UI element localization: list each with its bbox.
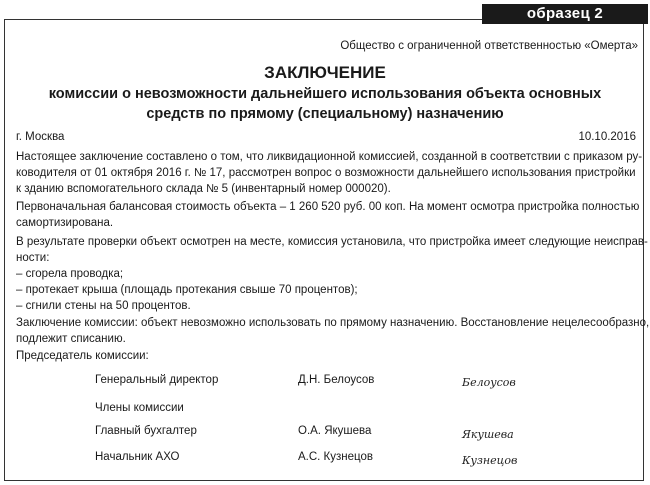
paragraph-1-line-1: Настоящее заключение составлено о том, что ликвидационной комиссией, созданной в соответствии с приказом ру- bbox=[16, 151, 643, 163]
defect-item: – сгорела проводка; bbox=[16, 268, 124, 280]
members-label: Члены комиссии bbox=[95, 402, 184, 414]
handwritten-signature: Кузнецов bbox=[462, 454, 518, 467]
conclusion-line-1: Заключение комиссии: объект невозможно использовать по прямому назначению. Восстановление нецелесообразно, bbox=[16, 317, 650, 329]
document-title: ЗАКЛЮЧЕНИЕ bbox=[264, 63, 386, 82]
organization-name: Общество с ограниченной ответственностью «Омерта» bbox=[340, 40, 638, 52]
paragraph-3-line-2: ности: bbox=[16, 252, 50, 264]
city: г. Москва bbox=[16, 131, 65, 143]
handwritten-signature: Якушева bbox=[462, 428, 514, 441]
document-date: 10.10.2016 bbox=[578, 131, 636, 143]
chair-label: Председатель комиссии: bbox=[16, 350, 149, 362]
signatory-name: О.А. Якушева bbox=[298, 425, 372, 437]
handwritten-signature: Белоусов bbox=[462, 376, 516, 389]
signatory-name: Д.Н. Белоусов bbox=[298, 374, 375, 386]
signatory-role: Главный бухгалтер bbox=[95, 425, 197, 437]
paragraph-3-line-1: В результате проверки объект осмотрен на месте, комиссия установила, что пристройка имеет следующие неисправ- bbox=[16, 236, 648, 248]
paragraph-2-line-1: Первоначальная балансовая стоимость объекта – 1 260 520 руб. 00 коп. На момент осмотра пристройка полностью bbox=[16, 201, 640, 213]
sample-tag: образец 2 bbox=[482, 4, 648, 24]
defect-item: – сгнили стены на 50 процентов. bbox=[16, 300, 191, 312]
paragraph-1-line-3: к зданию вспомогательного склада № 5 (инвентарный номер 000020). bbox=[16, 183, 391, 195]
signatory-role: Начальник АХО bbox=[95, 451, 180, 463]
document-subtitle-line-1: комиссии о невозможности дальнейшего использования объекта основных bbox=[48, 86, 602, 102]
paragraph-2-line-2: самортизирована. bbox=[16, 217, 114, 229]
defect-item: – протекает крыша (площадь протекания свыше 70 процентов); bbox=[16, 284, 358, 296]
conclusion-line-2: подлежит списанию. bbox=[16, 333, 126, 345]
signatory-role: Генеральный директор bbox=[95, 374, 219, 386]
signatory-name: А.С. Кузнецов bbox=[298, 451, 373, 463]
document-subtitle-line-2: средств по прямому (специальному) назначению bbox=[146, 106, 504, 122]
paragraph-1-line-2: ководителя от 01 октября 2016 г. № 17, рассмотрен вопрос о возможности дальнейшего использования пристройки bbox=[16, 167, 636, 179]
